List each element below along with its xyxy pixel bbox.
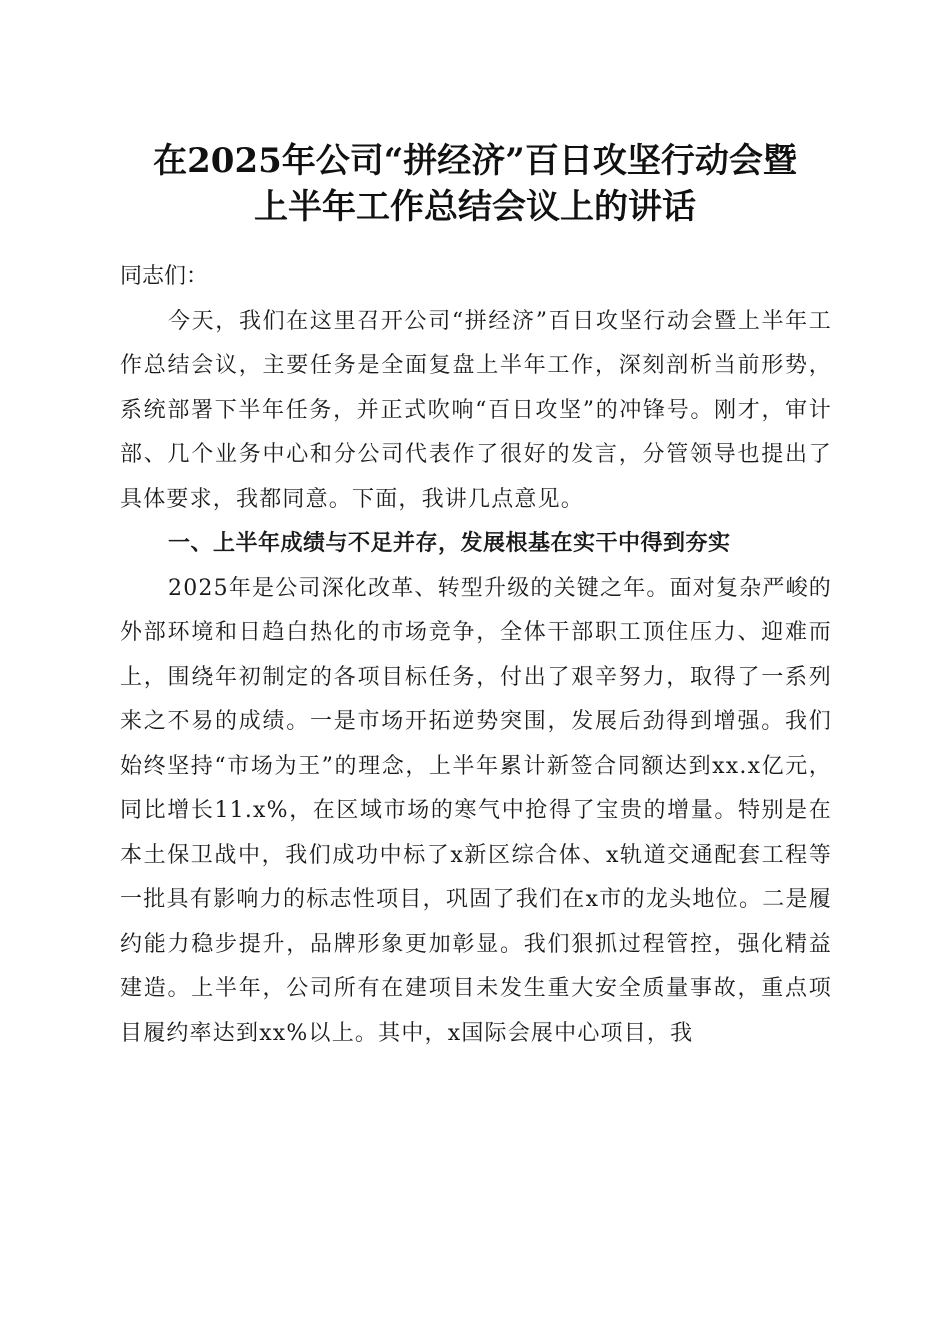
title-line-2: 上半年工作总结会议上的讲话 [254,187,696,227]
paragraph-intro: 今天，我们在这里召开公司“拼经济”百日攻坚行动会暨上半年工作总结会议，主要任务是全面复盘上半年工作，深刻剖析当前形势，系统部署下半年任务，并正式吹响“百日攻坚”的冲锋号。刚才，审计部、几个业务中心和分公司代表作了很好的发言，分管领导也提出了具体要求，我都同意。下面，我讲几点意见。 [120,308,832,512]
document-body [120,255,832,1056]
salutation: 同志们： [120,264,209,289]
section-heading-1: 一、上半年成绩与不足并存，发展根基在实干中得到夯实 [168,531,731,556]
title-line-1: 在2025年公司“拼经济”百日攻坚行动会暨 [153,141,797,181]
document-title [90,138,860,230]
paragraph-achievements: 2025年是公司深化改革、转型升级的关键之年。面对复杂严峻的外部环境和日趋白热化的市场竞争，全体干部职工顶住压力、迎难而上，围绕年初制定的各项目标任务，付出了艰辛努力，取得了一系列来之不易的成绩。一是市场开拓逆势突围，发展后劲得到增强。我们始终坚持“市场为王”的理念，上半年累计新签合同额达到xx.x亿元，同比增长11.x%，在区域市场的寒气中抢得了宝贵的增量。特别是在本土保卫战中，我们成功中标了x新区综合体、x轨道交通配套工程等一批具有影响力的标志性项目，巩固了我们在x市的龙头地位。二是履约能力稳步提升，品牌形象更加彰显。我们狠抓过程管控，强化精益建造。上半年，公司所有在建项目未发生重大安全质量事故，重点项目履约率达到xx%以上。其中，x国际会展中心项目，我 [120,575,832,1046]
